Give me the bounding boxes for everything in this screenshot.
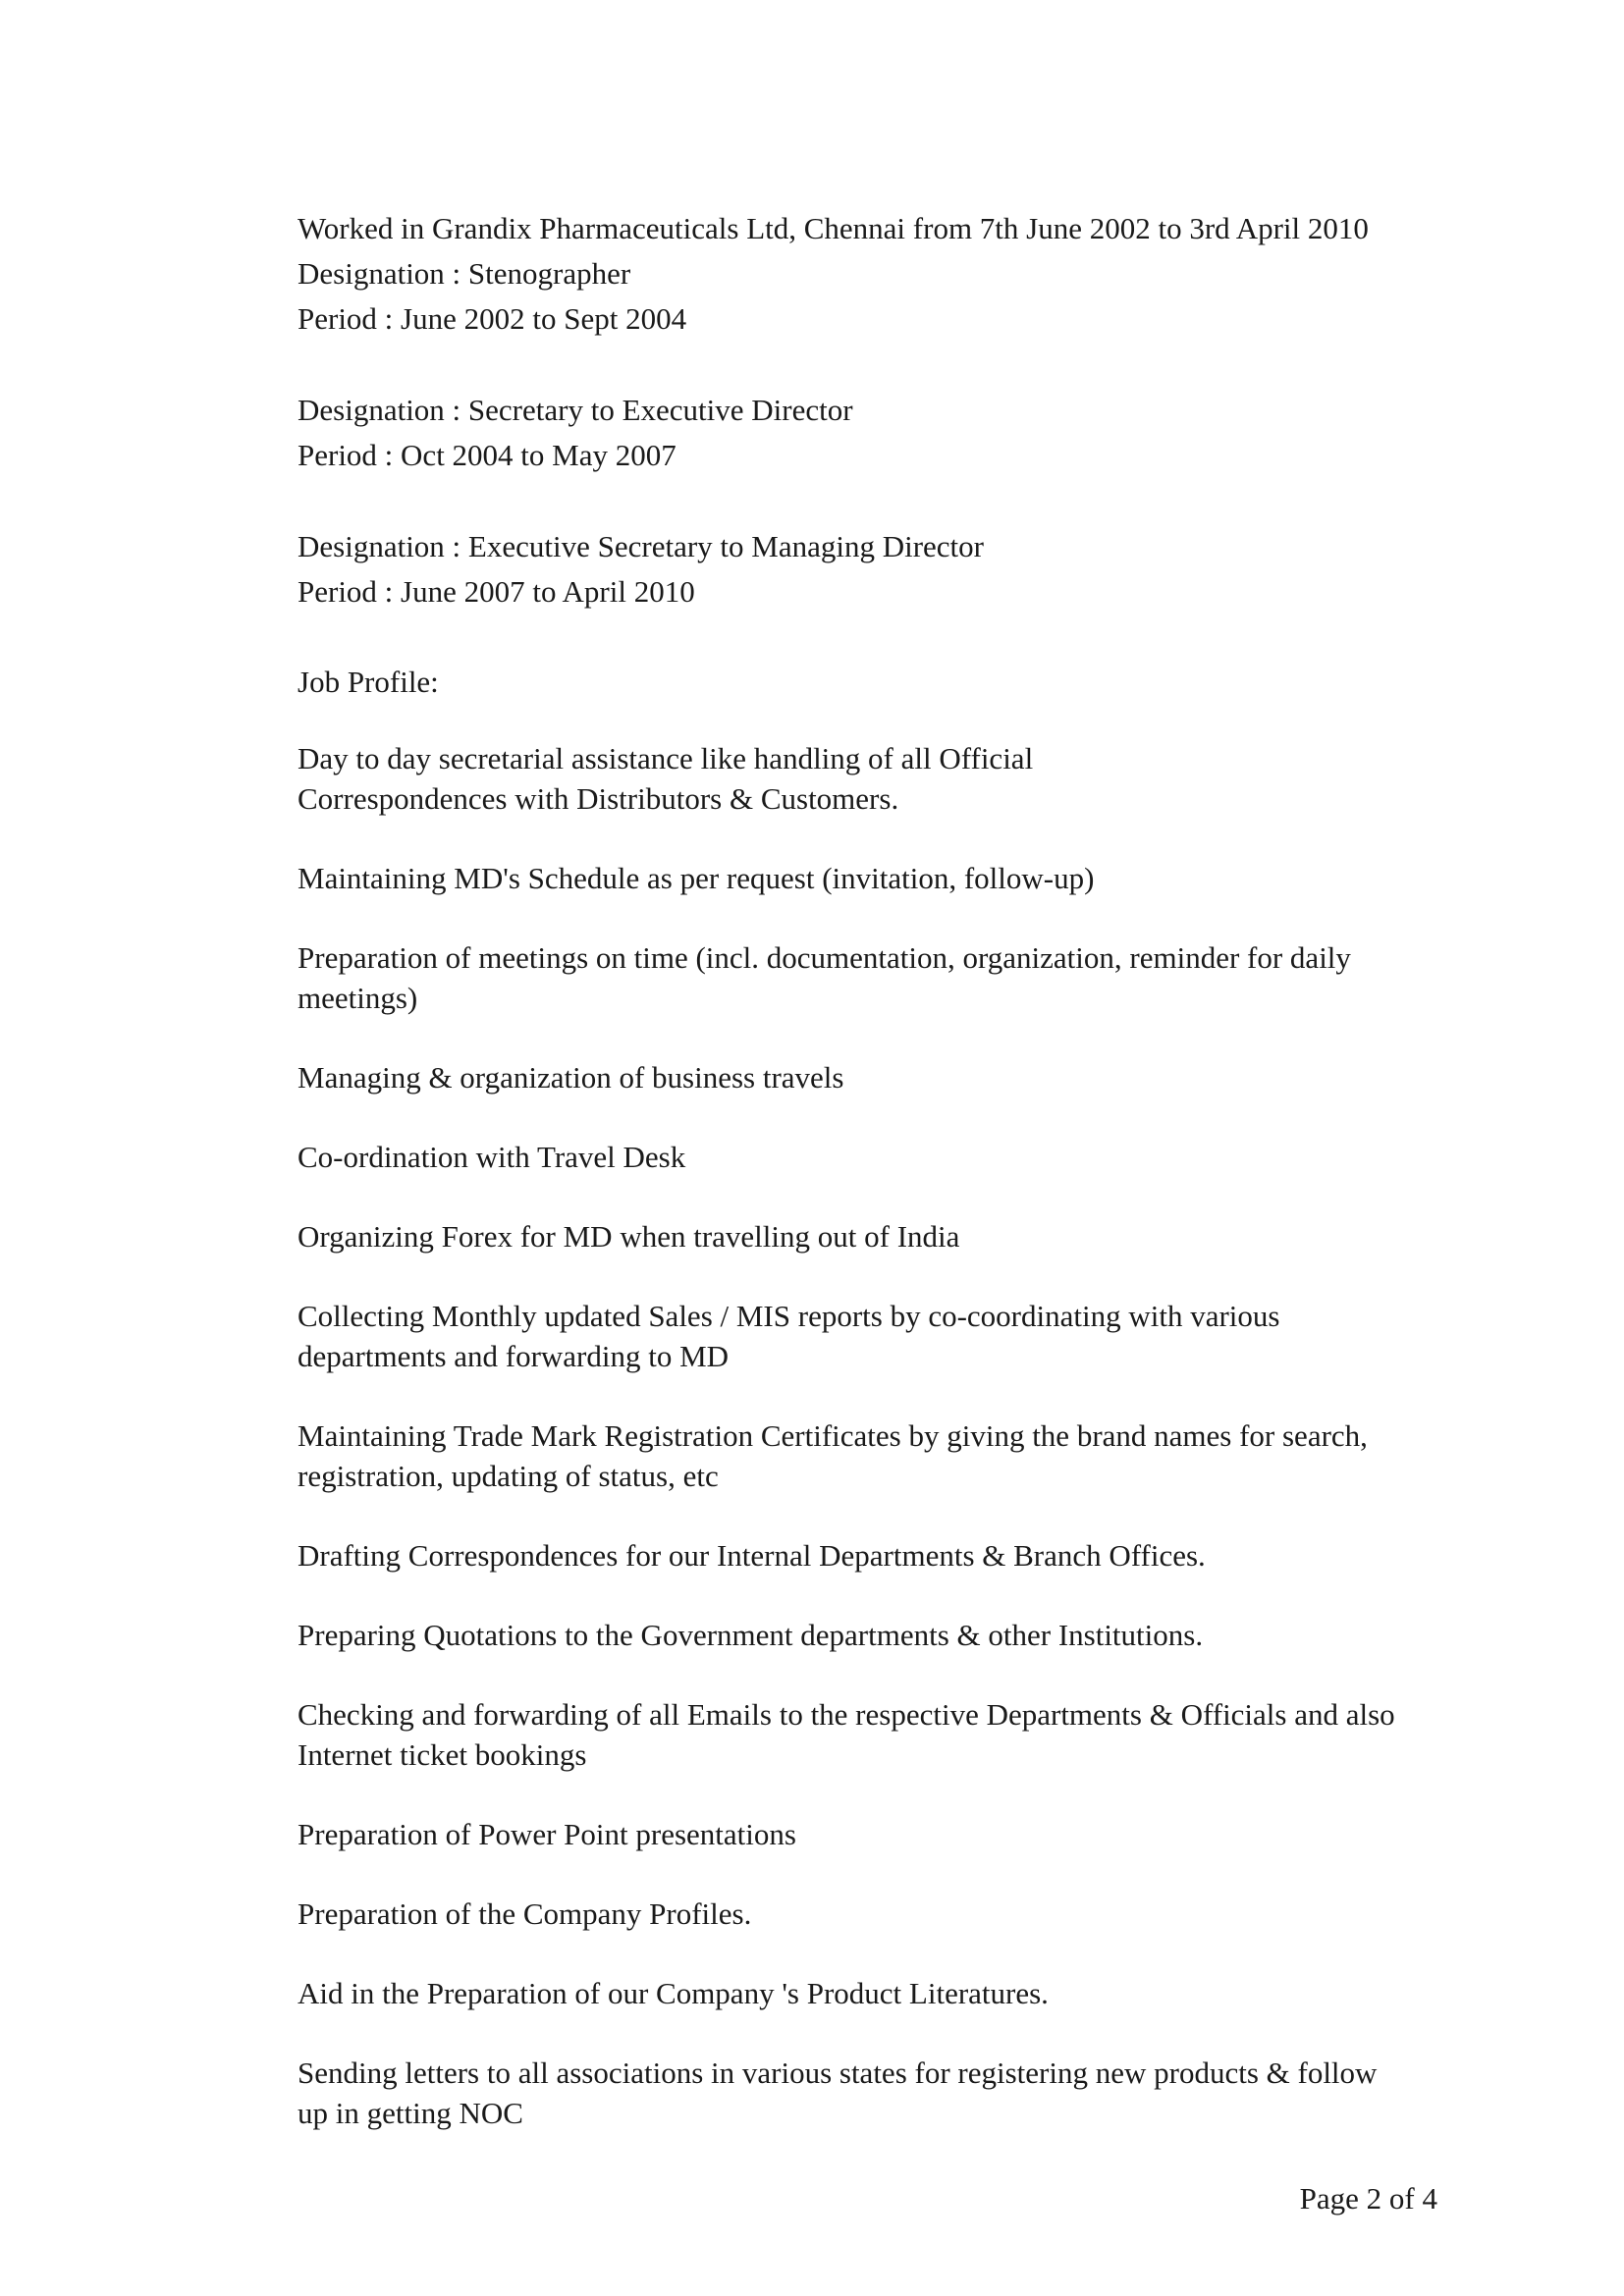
job-item-line: Sending letters to all associations in various states for registering new products & follow [298,2056,1378,2090]
job-item-line: Checking and forwarding of all Emails to the respective Departments & Officials and also [298,1697,1395,1732]
job-item [298,1615,1446,1655]
job-item [298,1535,1446,1575]
job-profile-heading: Job Profile: [298,665,439,699]
spacer [298,478,1446,524]
job-item [298,858,1446,898]
role-3-designation: Designation : Executive Secretary to Managing Director [298,529,984,563]
role-3-period: Period : June 2007 to April 2010 [298,574,695,609]
spacer [298,614,1446,660]
role-1-period: Period : June 2002 to Sept 2004 [298,301,687,336]
job-item [298,1296,1446,1376]
page-content [298,206,1446,2172]
job-item [298,937,1446,1018]
job-item [298,1814,1446,1854]
job-item-line: registration, updating of status, etc [298,1459,719,1493]
job-item [298,738,1446,819]
job-item-line: Maintaining Trade Mark Registration Certificates by giving the brand names for search, [298,1418,1368,1453]
job-item [298,1057,1446,1097]
job-item [298,1894,1446,1934]
job-item-line: departments and forwarding to MD [298,1339,730,1373]
role-2-period: Period : Oct 2004 to May 2007 [298,438,677,472]
job-item-line: Drafting Correspondences for our Internal Departments & Branch Offices. [298,1538,1206,1573]
job-item-line: Internet ticket bookings [298,1737,587,1772]
job-item-line: Correspondences with Distributors & Customers. [298,781,899,816]
job-item-line: meetings) [298,981,418,1015]
job-item [298,1415,1446,1496]
spacer [298,342,1446,388]
job-item-line: up in getting NOC [298,2096,523,2130]
job-item-line: Day to day secretarial assistance like handling of all Official [298,741,1034,775]
employment-intro: Worked in Grandix Pharmaceuticals Ltd, Chennai from 7th June 2002 to 3rd April 2010 [298,211,1369,245]
page-number: Page 2 of 4 [1299,2181,1437,2216]
role-2-designation: Designation : Secretary to Executive Director [298,393,853,427]
job-item [298,2053,1446,2133]
job-item-line: Collecting Monthly updated Sales / MIS reports by co-coordinating with various [298,1299,1280,1333]
job-item-line: Preparation of meetings on time (incl. documentation, organization, reminder for daily [298,940,1351,975]
role-1-designation: Designation : Stenographer [298,256,631,291]
job-item-line: Aid in the Preparation of our Company 's Product Literatures. [298,1976,1049,2010]
job-item-line: Maintaining MD's Schedule as per request (invitation, follow-up) [298,861,1095,895]
job-item-line: Co-ordination with Travel Desk [298,1140,686,1174]
job-item-line: Preparing Quotations to the Government departments & other Institutions. [298,1618,1204,1652]
job-item [298,1137,1446,1177]
job-item-line: Managing & organization of business travels [298,1060,844,1095]
job-item [298,1216,1446,1256]
job-item [298,1694,1446,1775]
job-item-line: Preparation of the Company Profiles. [298,1896,752,1931]
job-item-line: Organizing Forex for MD when travelling out of India [298,1219,960,1254]
job-item-line: Preparation of Power Point presentations [298,1817,796,1851]
job-item [298,1973,1446,2013]
